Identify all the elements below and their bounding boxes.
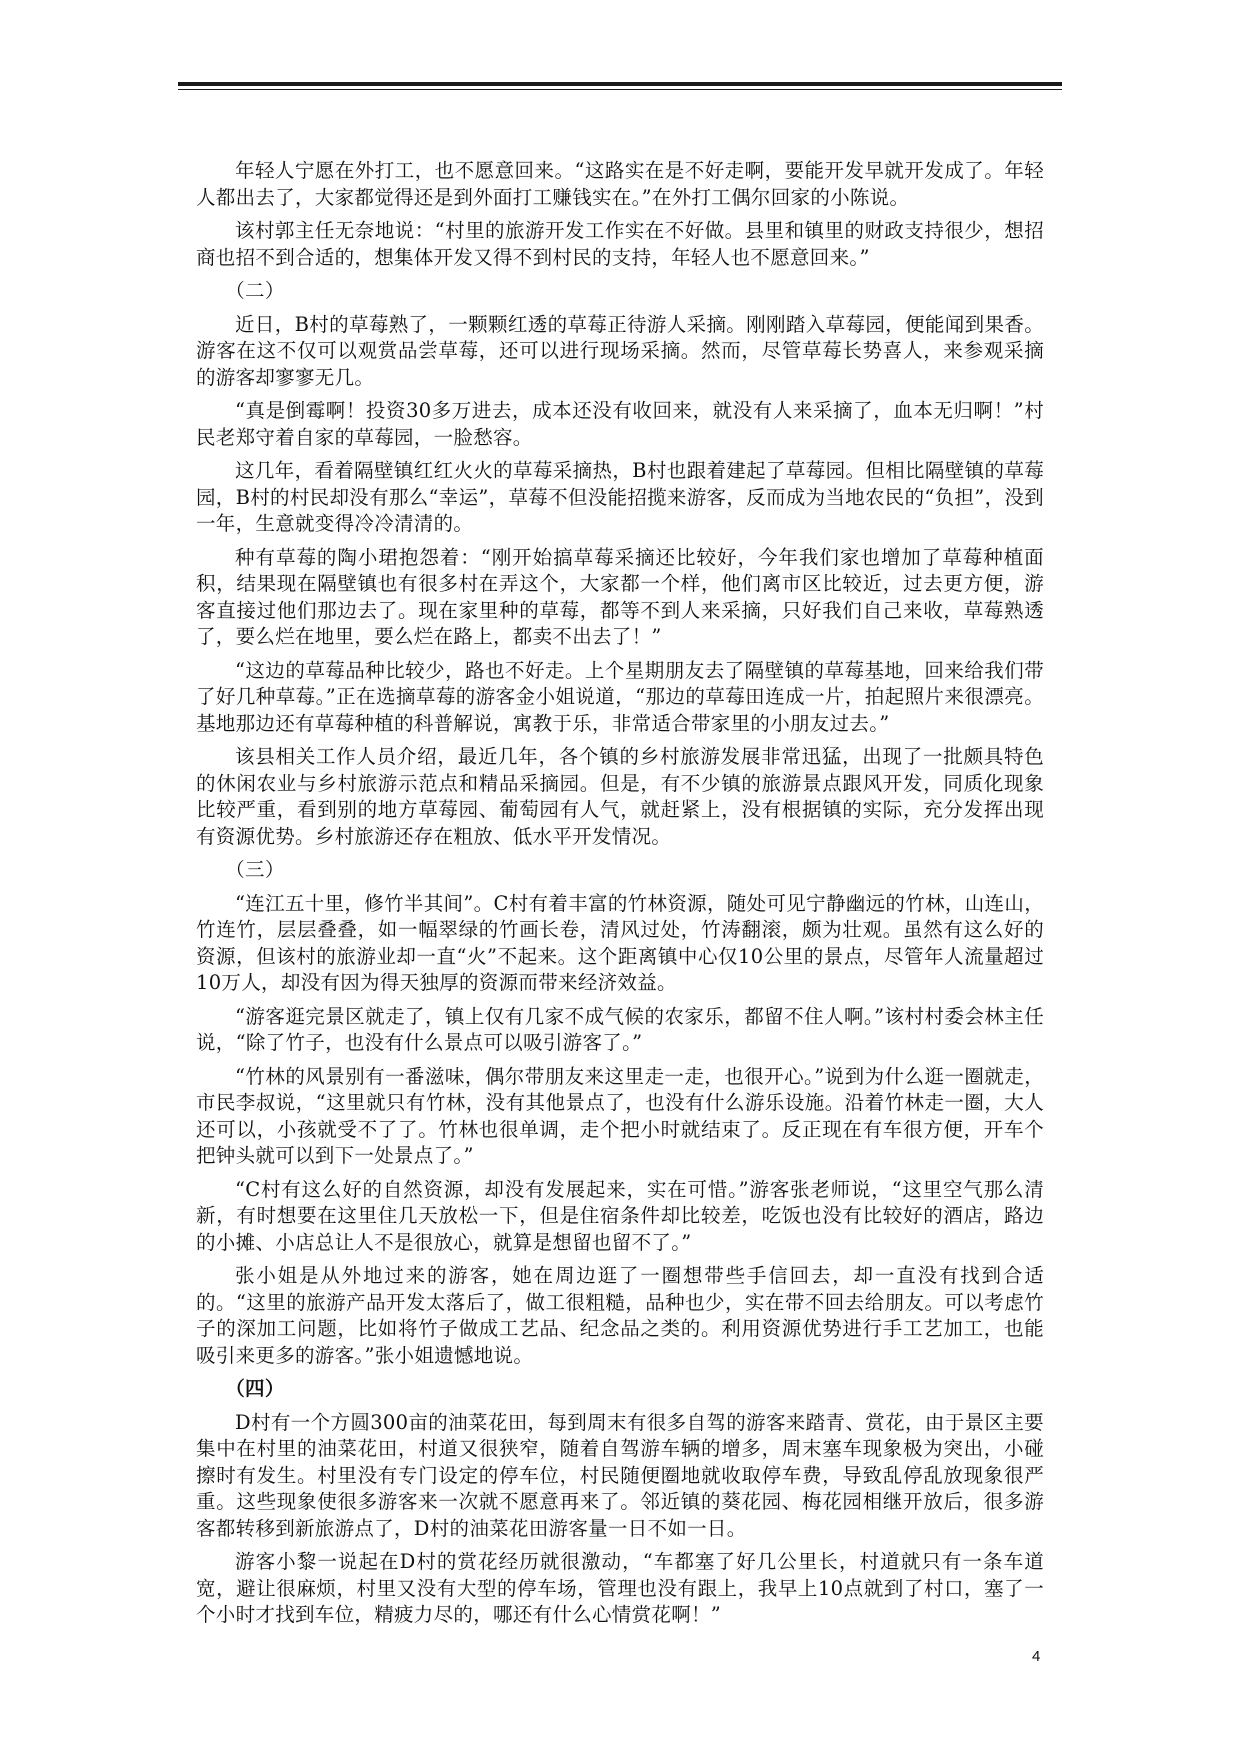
paragraph: 游客小黎一说起在D村的赏花经历就很激动，“车都塞了好几公里长，村道就只有一条车道宽，避让很麻烦，村里又没有大型的停车场，管理也没有跟上，我早上10点就到了村口，塞了一个小时才找到车位，精疲力尽的，哪还有什么心情赏花啊！” — [196, 1550, 1044, 1626]
section-heading: （三） — [225, 858, 285, 881]
section-heading: （二） — [225, 279, 285, 302]
paragraph: D村有一个方圆300亩的油菜花田，每到周末有很多自驾的游客来踏青、赏花，由于景区主要集中在村里的油菜花田，村道又很狭窄，随着自驾游车辆的增多，周末塞车现象极为突出，小碰擦时有发生。村里没有专门设定的停车位，村民随便圈地就收取停车费，导致乱停乱放现象很严重。这些现象使很多游客来一次就不愿意再来了。邻近镇的葵花园、梅花园相继开放后，很多游客都转移到新旅游点了，D村的油菜花田游客量一日不如一日。 — [196, 1410, 1044, 1540]
paragraph: 这几年，看着隔壁镇红红火火的草莓采摘热，B村也跟着建起了草莓园。但相比隔壁镇的草莓园，B村的村民却没有那么“幸运”，草莓不但没能招揽来游客，反而成为当地农民的“负担”，没到一年，生意就变得冷冷清清的。 — [196, 459, 1044, 535]
paragraph: 年轻人宁愿在外打工，也不愿意回来。“这路实在是不好走啊，要能开发早就开发成了。年轻人都出去了，大家都觉得还是到外面打工赚钱实在。”在外打工偶尔回家的小陈说。 — [196, 159, 1044, 209]
header-rule-thick — [178, 82, 1062, 86]
paragraph: 种有草莓的陶小珺抱怨着：“刚开始搞草莓采摘还比较好，今年我们家也增加了草莓种植面积，结果现在隔壁镇也有很多村在弄这个，大家都一个样，他们离市区比较近，过去更方便，游客直接过他们那边去了。现在家里种的草莓，都等不到人来采摘，只好我们自己来收，草莓熟透了，要么烂在地里，要么烂在路上，都卖不出去了！” — [196, 545, 1044, 648]
paragraph: “C村有这么好的自然资源，却没有发展起来，实在可惜。”游客张老师说，“这里空气那么清新，有时想要在这里住几天放松一下，但是住宿条件却比较差，吃饭也没有比较好的酒店，路边的小摊、小店总让人不是很放心，就算是想留也留不了。” — [196, 1177, 1044, 1254]
section-heading: （四） — [225, 1377, 285, 1400]
header-rule-thin — [178, 89, 1062, 90]
paragraph: 近日，B村的草莓熟了，一颗颗红透的草莓正待游人采摘。刚刚踏入草莓园，便能闻到果香。游客在这不仅可以观赏品尝草莓，还可以进行现场采摘。然而，尽管草莓长势喜人，来参观采摘的游客却寥寥无几。 — [196, 312, 1044, 389]
paragraph: “真是倒霉啊！投资30多万进去，成本还没有收回来，就没有人来采摘了，血本无归啊！”村民老郑守着自家的草莓园，一脸愁容。 — [196, 399, 1044, 449]
paragraph: “竹林的风景别有一番滋味，偶尔带朋友来这里走一走，也很开心。”说到为什么逛一圈就走，市民李叔说，“这里就只有竹林，没有其他景点了，也没有什么游乐设施。沿着竹林走一圈，大人还可以，小孩就受不了了。竹林也很单调，走个把小时就结束了。反正现在有车很方便，开车个把钟头就可以到下一处景点了。” — [196, 1064, 1044, 1167]
document-body — [196, 158, 1044, 1636]
paragraph: “连江五十里，修竹半其间”。C村有着丰富的竹林资源，随处可见宁静幽远的竹林，山连山，竹连竹，层层叠叠，如一幅翠绿的竹画长卷，清风过处，竹涛翻滚，颇为壮观。虽然有这么好的资源，但该村的旅游业却一直“火”不起来。这个距离镇中心仅10公里的景点，尽管年人流量超过10万人，却没有因为得天独厚的资源而带来经济效益。 — [196, 891, 1044, 994]
paragraph: 该县相关工作人员介绍，最近几年，各个镇的乡村旅游发展非常迅猛，出现了一批颇具特色的休闲农业与乡村旅游示范点和精品采摘园。但是，有不少镇的旅游景点跟风开发，同质化现象比较严重，看到别的地方草莓园、葡萄园有人气，就赶紧上，没有根据镇的实际，充分发挥出现有资源优势。乡村旅游还存在粗放、低水平开发情况。 — [196, 745, 1044, 848]
paragraph: 张小姐是从外地过来的游客，她在周边逛了一圈想带些手信回去，却一直没有找到合适的。“这里的旅游产品开发太落后了，做工很粗糙，品种也少，实在带不回去给朋友。可以考虑竹子的深加工问题，比如将竹子做成工艺品、纪念品之类的。利用资源优势进行手工艺加工，也能吸引来更多的游客。”张小姐遗憾地说。 — [196, 1264, 1044, 1367]
paragraph: “这边的草莓品种比较少，路也不好走。上个星期朋友去了隔壁镇的草莓基地，回来给我们带了好几种草莓。”正在选摘草莓的游客金小姐说道，“那边的草莓田连成一片，拍起照片来很漂亮。基地那边还有草莓种植的科普解说，寓教于乐，非常适合带家里的小朋友过去。” — [196, 658, 1044, 735]
paragraph: “游客逛完景区就走了，镇上仅有几家不成气候的农家乐，都留不住人啊。”该村村委会林主任说，“除了竹子，也没有什么景点可以吸引游客了。” — [196, 1004, 1044, 1054]
paragraph: 该村郭主任无奈地说：“村里的旅游开发工作实在不好做。县里和镇里的财政支持很少，想招商也招不到合适的，想集体开发又得不到村民的支持，年轻人也不愿意回来。” — [196, 219, 1044, 269]
page-number: 4 — [1032, 1648, 1041, 1665]
